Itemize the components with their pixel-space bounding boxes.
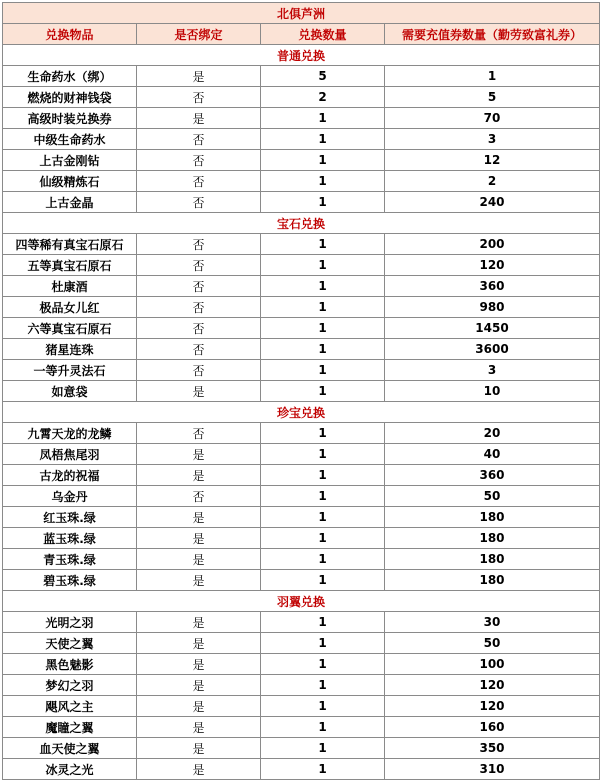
quantity-cell: 1	[261, 444, 385, 465]
table-row	[3, 87, 600, 108]
bound-status-cell: 否	[137, 339, 261, 360]
item-name-cell: 燃烧的财神钱袋	[3, 87, 137, 108]
bound-status-cell: 是	[137, 654, 261, 675]
cost-cell: 350	[385, 738, 600, 759]
table-row	[3, 696, 600, 717]
quantity-cell: 1	[261, 234, 385, 255]
cost-cell: 160	[385, 717, 600, 738]
table-row	[3, 150, 600, 171]
quantity-cell: 1	[261, 297, 385, 318]
column-header-cost: 需要充值券数量（勤劳致富礼券）	[385, 24, 600, 45]
item-name-cell: 红玉珠.绿	[3, 507, 137, 528]
table-row	[3, 297, 600, 318]
item-name-cell: 飓风之主	[3, 696, 137, 717]
table-row	[3, 738, 600, 759]
section-title: 珍宝兑换	[3, 402, 600, 423]
cost-cell: 360	[385, 465, 600, 486]
section-row	[3, 45, 600, 66]
quantity-cell: 1	[261, 696, 385, 717]
cost-cell: 10	[385, 381, 600, 402]
table-row	[3, 255, 600, 276]
table-row	[3, 339, 600, 360]
item-name-cell: 乌金丹	[3, 486, 137, 507]
bound-status-cell: 否	[137, 129, 261, 150]
table-row	[3, 759, 600, 780]
cost-cell: 1	[385, 66, 600, 87]
table-title: 北俱芦洲	[3, 3, 600, 24]
bound-status-cell: 否	[137, 486, 261, 507]
bound-status-cell: 是	[137, 108, 261, 129]
item-name-cell: 四等稀有真宝石原石	[3, 234, 137, 255]
quantity-cell: 1	[261, 381, 385, 402]
item-name-cell: 上古金刚钻	[3, 150, 137, 171]
bound-status-cell: 否	[137, 297, 261, 318]
cost-cell: 5	[385, 87, 600, 108]
bound-status-cell: 是	[137, 717, 261, 738]
cost-cell: 12	[385, 150, 600, 171]
item-name-cell: 一等升灵法石	[3, 360, 137, 381]
quantity-cell: 1	[261, 738, 385, 759]
table-row	[3, 486, 600, 507]
section-row	[3, 213, 600, 234]
table-row	[3, 528, 600, 549]
cost-cell: 30	[385, 612, 600, 633]
item-name-cell: 仙级精炼石	[3, 171, 137, 192]
section-title: 羽翼兑换	[3, 591, 600, 612]
bound-status-cell: 否	[137, 360, 261, 381]
table-row	[3, 108, 600, 129]
cost-cell: 180	[385, 528, 600, 549]
bound-status-cell: 是	[137, 549, 261, 570]
bound-status-cell: 是	[137, 444, 261, 465]
cost-cell: 310	[385, 759, 600, 780]
item-name-cell: 黑色魅影	[3, 654, 137, 675]
quantity-cell: 1	[261, 255, 385, 276]
bound-status-cell: 否	[137, 150, 261, 171]
item-name-cell: 如意袋	[3, 381, 137, 402]
table-row	[3, 675, 600, 696]
column-header-quantity: 兑换数量	[261, 24, 385, 45]
cost-cell: 3	[385, 360, 600, 381]
cost-cell: 3	[385, 129, 600, 150]
cost-cell: 200	[385, 234, 600, 255]
item-name-cell: 梦幻之羽	[3, 675, 137, 696]
section-row	[3, 591, 600, 612]
quantity-cell: 1	[261, 549, 385, 570]
table-row	[3, 276, 600, 297]
bound-status-cell: 是	[137, 612, 261, 633]
quantity-cell: 1	[261, 360, 385, 381]
column-header-item: 兑换物品	[3, 24, 137, 45]
cost-cell: 120	[385, 696, 600, 717]
quantity-cell: 1	[261, 654, 385, 675]
table-row	[3, 654, 600, 675]
bound-status-cell: 否	[137, 318, 261, 339]
bound-status-cell: 否	[137, 276, 261, 297]
cost-cell: 2	[385, 171, 600, 192]
table-row	[3, 633, 600, 654]
cost-cell: 1450	[385, 318, 600, 339]
bound-status-cell: 是	[137, 528, 261, 549]
cost-cell: 120	[385, 675, 600, 696]
item-name-cell: 蓝玉珠.绿	[3, 528, 137, 549]
bound-status-cell: 否	[137, 87, 261, 108]
section-row	[3, 402, 600, 423]
item-name-cell: 猪星连珠	[3, 339, 137, 360]
table-row	[3, 612, 600, 633]
table-row	[3, 570, 600, 591]
item-name-cell: 血天使之翼	[3, 738, 137, 759]
cost-cell: 100	[385, 654, 600, 675]
table-row	[3, 465, 600, 486]
quantity-cell: 1	[261, 717, 385, 738]
item-name-cell: 极品女儿红	[3, 297, 137, 318]
table-row	[3, 192, 600, 213]
table-row	[3, 717, 600, 738]
quantity-cell: 1	[261, 276, 385, 297]
table-body	[3, 45, 600, 780]
quantity-cell: 1	[261, 612, 385, 633]
item-name-cell: 青玉珠.绿	[3, 549, 137, 570]
bound-status-cell: 是	[137, 696, 261, 717]
table-row	[3, 507, 600, 528]
exchange-table	[2, 2, 600, 780]
cost-cell: 40	[385, 444, 600, 465]
table-row	[3, 318, 600, 339]
quantity-cell: 1	[261, 339, 385, 360]
bound-status-cell: 是	[137, 381, 261, 402]
table-row	[3, 381, 600, 402]
quantity-cell: 1	[261, 423, 385, 444]
item-name-cell: 凤梧焦尾羽	[3, 444, 137, 465]
item-name-cell: 碧玉珠.绿	[3, 570, 137, 591]
quantity-cell: 1	[261, 171, 385, 192]
quantity-cell: 1	[261, 675, 385, 696]
quantity-cell: 5	[261, 66, 385, 87]
cost-cell: 70	[385, 108, 600, 129]
section-title: 普通兑换	[3, 45, 600, 66]
quantity-cell: 1	[261, 570, 385, 591]
bound-status-cell: 是	[137, 759, 261, 780]
quantity-cell: 1	[261, 528, 385, 549]
section-title: 宝石兑换	[3, 213, 600, 234]
item-name-cell: 光明之羽	[3, 612, 137, 633]
quantity-cell: 2	[261, 87, 385, 108]
item-name-cell: 九霄天龙的龙鳞	[3, 423, 137, 444]
bound-status-cell: 是	[137, 507, 261, 528]
bound-status-cell: 是	[137, 633, 261, 654]
item-name-cell: 高级时装兑换券	[3, 108, 137, 129]
item-name-cell: 天使之翼	[3, 633, 137, 654]
item-name-cell: 冰灵之光	[3, 759, 137, 780]
bound-status-cell: 否	[137, 234, 261, 255]
quantity-cell: 1	[261, 486, 385, 507]
column-header-row	[3, 24, 600, 45]
quantity-cell: 1	[261, 108, 385, 129]
table-row	[3, 66, 600, 87]
bound-status-cell: 否	[137, 192, 261, 213]
cost-cell: 360	[385, 276, 600, 297]
cost-cell: 20	[385, 423, 600, 444]
table-row	[3, 444, 600, 465]
item-name-cell: 杜康酒	[3, 276, 137, 297]
quantity-cell: 1	[261, 633, 385, 654]
bound-status-cell: 是	[137, 66, 261, 87]
bound-status-cell: 是	[137, 738, 261, 759]
quantity-cell: 1	[261, 507, 385, 528]
title-row	[3, 3, 600, 24]
item-name-cell: 古龙的祝福	[3, 465, 137, 486]
quantity-cell: 1	[261, 318, 385, 339]
table-row	[3, 423, 600, 444]
bound-status-cell: 是	[137, 570, 261, 591]
quantity-cell: 1	[261, 465, 385, 486]
table-row	[3, 549, 600, 570]
quantity-cell: 1	[261, 150, 385, 171]
bound-status-cell: 是	[137, 465, 261, 486]
table-row	[3, 171, 600, 192]
cost-cell: 180	[385, 570, 600, 591]
cost-cell: 180	[385, 507, 600, 528]
cost-cell: 980	[385, 297, 600, 318]
column-header-bound: 是否绑定	[137, 24, 261, 45]
bound-status-cell: 是	[137, 675, 261, 696]
item-name-cell: 上古金晶	[3, 192, 137, 213]
quantity-cell: 1	[261, 759, 385, 780]
bound-status-cell: 否	[137, 423, 261, 444]
bound-status-cell: 否	[137, 171, 261, 192]
table-row	[3, 360, 600, 381]
cost-cell: 3600	[385, 339, 600, 360]
item-name-cell: 五等真宝石原石	[3, 255, 137, 276]
bound-status-cell: 否	[137, 255, 261, 276]
cost-cell: 180	[385, 549, 600, 570]
cost-cell: 50	[385, 486, 600, 507]
table-row	[3, 129, 600, 150]
cost-cell: 240	[385, 192, 600, 213]
item-name-cell: 魔瞳之翼	[3, 717, 137, 738]
item-name-cell: 中级生命药水	[3, 129, 137, 150]
table-row	[3, 234, 600, 255]
cost-cell: 50	[385, 633, 600, 654]
item-name-cell: 六等真宝石原石	[3, 318, 137, 339]
quantity-cell: 1	[261, 129, 385, 150]
quantity-cell: 1	[261, 192, 385, 213]
item-name-cell: 生命药水（绑）	[3, 66, 137, 87]
cost-cell: 120	[385, 255, 600, 276]
